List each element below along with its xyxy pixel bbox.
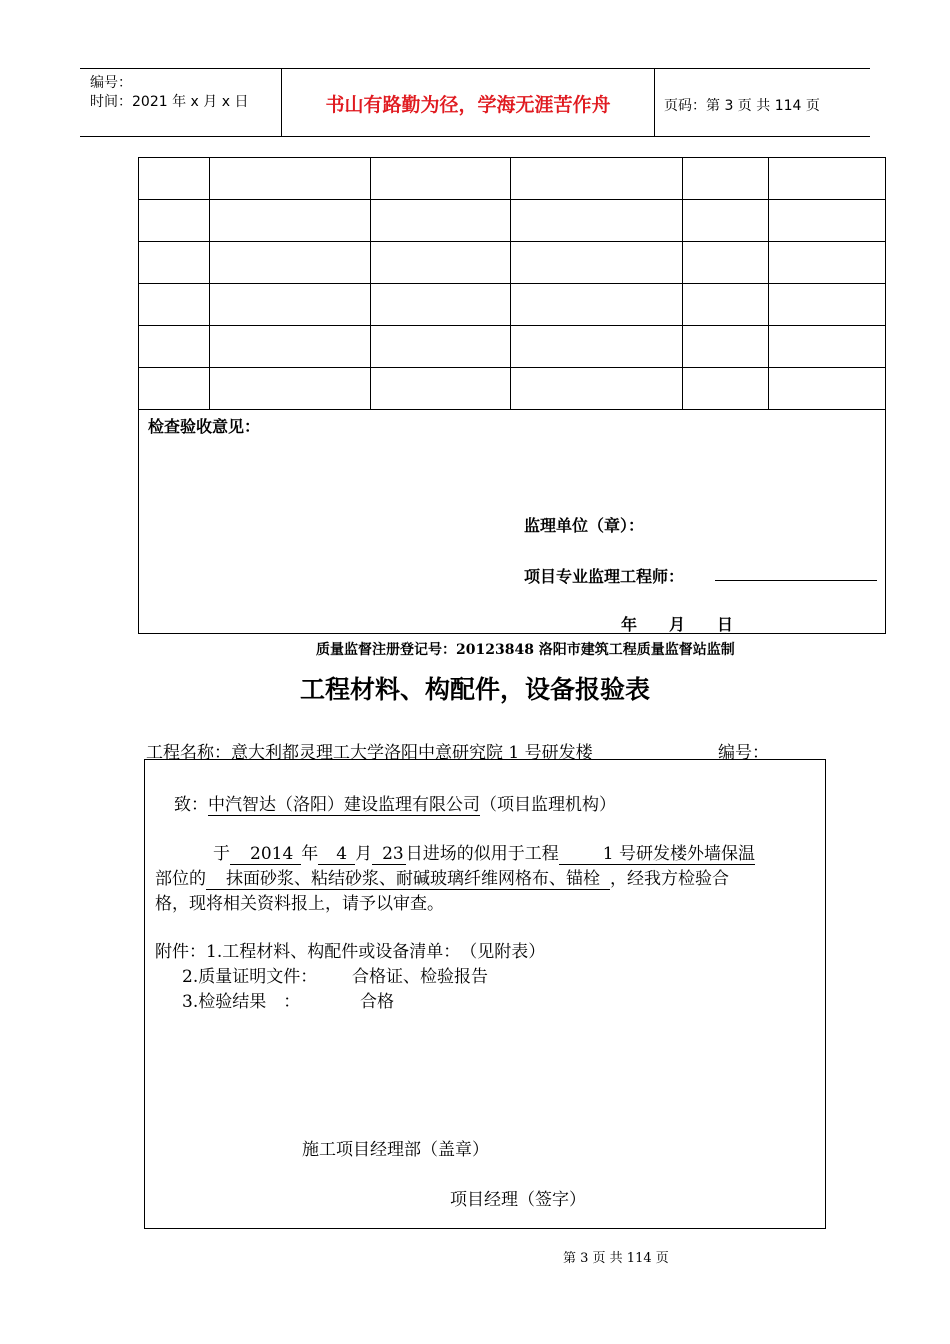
para-yu: 于	[213, 844, 230, 864]
table-row	[139, 242, 886, 284]
form-title: 工程材料、构配件，设备报验表	[299, 675, 650, 704]
para-part2: 部位的	[155, 869, 206, 889]
engineer-label: 项目专业监理工程师：	[524, 567, 685, 586]
date-day: 日	[717, 615, 734, 634]
table-cell	[769, 200, 886, 242]
manager-sign-label: 项目经理（签字）	[450, 1190, 586, 1210]
day-value: 23	[372, 844, 406, 865]
header-bottom-rule	[80, 136, 870, 137]
table-cell	[511, 158, 683, 200]
table-cell	[511, 326, 683, 368]
attachment-2-value: 合格证、检验报告	[352, 967, 488, 987]
engineer-signature-line	[715, 580, 877, 581]
para-part1: 日进场的似用于工程	[405, 844, 559, 864]
inspection-opinion-box	[138, 409, 886, 634]
dept-seal-label: 施工项目经理部（盖章）	[302, 1140, 489, 1160]
attachment-3-label: 3.检验结果 ：	[182, 992, 301, 1012]
header-motto: 书山有路勤为径，学海无涯苦作舟	[325, 94, 611, 116]
table-cell	[370, 200, 511, 242]
inspection-table	[138, 157, 886, 410]
table-cell	[370, 158, 511, 200]
entry-sentence-line2	[155, 864, 729, 890]
table-cell	[769, 284, 886, 326]
table-cell	[511, 200, 683, 242]
registration-note: 质量监督注册登记号：20123848 洛阳市建筑工程质量监督站监制	[316, 642, 735, 658]
table-row	[139, 284, 886, 326]
header-page-info: 页码：第 3 页 共 114 页	[664, 98, 820, 114]
entry-sentence-line1	[213, 839, 755, 865]
table-cell	[139, 326, 210, 368]
table-cell	[209, 158, 370, 200]
table-cell	[683, 368, 769, 410]
table-cell	[511, 368, 683, 410]
table-cell	[683, 326, 769, 368]
table-cell	[139, 284, 210, 326]
project-part: 1 号研发楼外墙保温	[559, 839, 755, 865]
table-cell	[511, 242, 683, 284]
project-name: 工程名称：意大利都灵理工大学洛阳中意研究院 1 号研发楼	[146, 743, 593, 763]
materials: 抹面砂浆、粘结砂浆、耐碱玻璃纤维网格布、锚栓	[206, 864, 610, 890]
table-cell	[511, 284, 683, 326]
entry-sentence-line3: 格，现将相关资料报上，请予以审查。	[155, 894, 444, 914]
table-row	[139, 200, 886, 242]
table-cell	[209, 326, 370, 368]
table-cell	[209, 368, 370, 410]
header-time-label: 时间：2021 年 x 月 x 日	[90, 94, 249, 110]
table-cell	[683, 242, 769, 284]
attachment-2-label: 2.质量证明文件：	[182, 967, 318, 987]
table-cell	[370, 284, 511, 326]
footer-page-number: 第 3 页 共 114 页	[563, 1251, 669, 1266]
table-cell	[139, 242, 210, 284]
year-value: 2014	[230, 844, 301, 865]
table-cell	[139, 368, 210, 410]
form-number-label: 编号：	[718, 743, 769, 763]
table-cell	[139, 200, 210, 242]
table-cell	[769, 326, 886, 368]
table-cell	[683, 158, 769, 200]
table-cell	[769, 242, 886, 284]
year-unit: 年	[301, 844, 319, 864]
table-cell	[370, 368, 511, 410]
table-cell	[683, 284, 769, 326]
table-cell	[139, 158, 210, 200]
table-cell	[370, 326, 511, 368]
table-cell	[370, 242, 511, 284]
table-cell	[209, 284, 370, 326]
para-part3: ，经我方检验合	[610, 869, 729, 889]
to-suffix: （项目监理机构）	[480, 795, 616, 815]
month-unit: 月	[355, 844, 373, 864]
date-year: 年	[621, 615, 638, 634]
table-cell	[209, 242, 370, 284]
table-cell	[209, 200, 370, 242]
date-month: 月	[669, 615, 686, 634]
to-company: 中汽智达（洛阳）建设监理有限公司	[208, 790, 480, 816]
table-cell	[683, 200, 769, 242]
table-row	[139, 368, 886, 410]
header-number-label: 编号：	[90, 75, 132, 91]
table-row	[139, 326, 886, 368]
addressee-line	[174, 790, 616, 816]
table-row	[139, 158, 886, 200]
table-cell	[769, 368, 886, 410]
report-form-box	[144, 759, 826, 1229]
attachment-1: 附件：1.工程材料、构配件或设备清单： （见附表）	[155, 942, 546, 962]
header-divider	[654, 68, 655, 136]
table-cell	[769, 158, 886, 200]
attachment-3-value: 合格	[360, 992, 394, 1012]
header-top-rule	[80, 68, 870, 69]
to-prefix: 致：	[174, 795, 208, 815]
supervisor-unit-label: 监理单位（章）：	[524, 516, 645, 535]
opinion-label: 检查验收意见：	[148, 417, 261, 436]
month-value: 4	[318, 844, 355, 865]
